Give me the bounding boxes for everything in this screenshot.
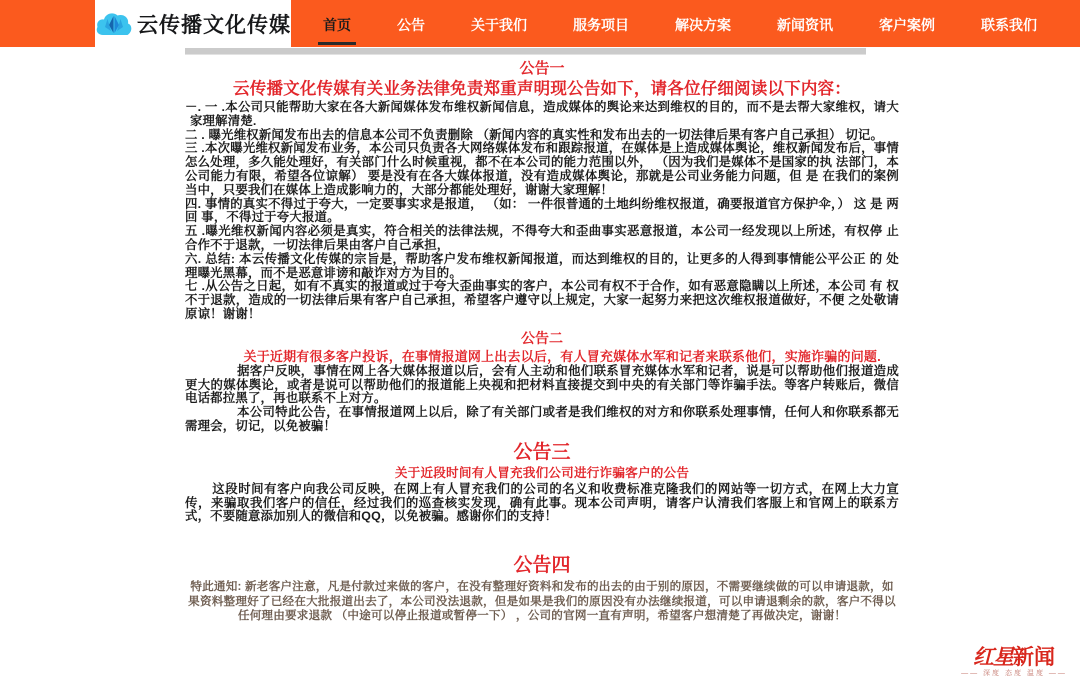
nav-item-7[interactable]: 客户案例 xyxy=(879,16,935,33)
header-bar xyxy=(0,0,1080,47)
announcement-paragraph: 七 .从公告之日起，如有不真实的报道或过于夸大歪曲事实的客户，本公司有权不于合作，如有恶意隐瞒以上所述，本公司 有 权 不于退款，造成的一切法律后果有客户自己承担，希望客户遵守以上规定，大家一起努力来把这次维权报道做好，不便 之处敬请原谅！谢谢！ xyxy=(185,279,899,321)
announcement-title: 公告二 xyxy=(521,329,563,346)
logo-text: 云传播文化传媒 xyxy=(137,14,291,37)
nav-item-8[interactable]: 联系我们 xyxy=(981,16,1037,33)
cloud-logo-icon xyxy=(95,9,133,39)
nav-item-2[interactable]: 公告 xyxy=(397,16,425,33)
nav-item-1[interactable]: 首页 xyxy=(300,1,374,47)
logo[interactable] xyxy=(95,0,291,48)
announcement-title: 公告一 xyxy=(519,60,565,77)
announcement-paragraph: 这段时间有客户向我公司反映，在网上有人冒充我们的公司的名义和收费标准克隆我们的网站等一切方式，在网上大力宣 传，来骗取我们客户的信任，经过我们的巡查核实发现，确有此事。现本公司声明，请客户认清我们客服上和官网上的联系方 式，不要随意添加别人的微信和QQ，以免被骗。感谢你们的支持！ xyxy=(185,481,899,524)
announcement-paragraph: 关于近段时间有人冒充我们公司进行诈骗客户的公告 xyxy=(394,465,690,480)
announcement-paragraph: 本公司特此公告，在事情报道网上以后，除了有关部门或者是我们维权的对方和你联系处理事情，任何人和你联系都无 需理会，切记，以免被骗！ xyxy=(185,405,899,433)
announcement-section-2 xyxy=(185,322,899,434)
announcement-paragraph: 三 .本次曝光维权新闻发布业务，本公司只负责各大网络媒体发布和跟踪报道，在媒体是上造成媒体舆论，维权新闻发布后，事情怎么处理，多久能处理好，有关部门什么时候重视，都不在本公司的能力范围以外， （因为我们是媒体不是国家的执 法部门，本公司能力有限，希望各位谅解） 要是没有在各大媒体报道，没有造成媒体舆论，那就是公司业务能力问题，但 是 在我们的案例当中，只要我们在媒体上造成影响力的，大部分都能处理好，谢谢大家理解！ xyxy=(185,141,899,197)
announcement-paragraph: 据客户反映，事情在网上各大媒体报道以后，会有人主动和他们联系冒充媒体水军和记者，说是可以帮助他们报道造成 更大的媒体舆论，或者是说可以帮助他们的报道能上央视和把材料直接提交到中央的有关部门等诈骗手法。等客户转账后，微信 电话都拉黑了，再也联系不上对方。 xyxy=(185,363,899,406)
announcement-section-1 xyxy=(185,55,899,322)
announcement-paragraph: 五 .曝光维权新闻内容必须是真实，符合相关的法律法规，不得夸大和歪曲事实恶意报道，本公司一经发现以上所述，有权停 止合作不于退款，一切法律后果由客户自己承担， xyxy=(185,224,899,252)
redstar-tagline: —— 深度 态度 温度 —— xyxy=(961,670,1067,677)
announcement-paragraph: 特此通知: 新老客户注意，凡是付款过来做的客户，在没有整理好资料和发布的出去的由于别的原因，不需要继续做的可以申请退款，如果资料整理好了已经在大批报道出去了，本公司没法退款，但是如果是我们的原因没有办法继续报道，可以申请退剩余的款，客户不得以任何理由要求退款 （中途可以停止报道或暂停一下） ，公司的官网一直有声明，希望客户想清楚了再做决定，谢谢！ xyxy=(188,580,896,623)
announcement-paragraph: 关于近期有很多客户投诉，在事情报道网上出去以后，有人冒充媒体水军和记者来联系他们，实施诈骗的问题. xyxy=(243,348,881,364)
announcement-title: 公告四 xyxy=(513,555,571,577)
main-nav xyxy=(300,0,1080,47)
nav-item-6[interactable]: 新闻资讯 xyxy=(777,16,833,33)
announcement-paragraph: 四. 事情的真实不得过于夸大，一定要事实求是报道， （如： 一件很普通的土地纠纷维权报道，确要报道官方保护伞，） 这 是 两回 事，不得过于夸大报道。 xyxy=(185,196,899,225)
content-frame-edge xyxy=(185,48,866,55)
nav-item-4[interactable]: 服务项目 xyxy=(573,16,629,33)
announcement-title: 公告三 xyxy=(513,441,571,463)
announcements xyxy=(185,55,899,624)
announcement-paragraph: 六. 总结: 本云传播文化传媒的宗旨是，帮助客户发布维权新闻报道，而达到维权的目的，让更多的人得到事情能公平公正 的 处理曝光黑幕，而不是恶意诽谤和敲诈对方为目的。 xyxy=(185,251,899,280)
nav-item-5[interactable]: 解决方案 xyxy=(675,16,731,33)
announcement-section-4 xyxy=(185,524,899,624)
announcement-paragraph: 云传播文化传媒有关业务法律免责郑重声明现公告如下，请各位仔细阅读以下内容： xyxy=(233,80,851,98)
redstar-brand-block: 新闻 xyxy=(1013,646,1055,669)
announcement-section-3 xyxy=(185,434,899,524)
redstar-brand-script: 红星 xyxy=(973,646,1013,669)
nav-item-3[interactable]: 关于我们 xyxy=(471,16,527,33)
announcement-paragraph: －. 一 .本公司只能帮助大家在各大新闻媒体发布维权新闻信息，造成媒体的舆论来达到维权的目的，而不是去帮大家维权，请大家理解清楚. xyxy=(185,100,899,128)
redstar-news-logo xyxy=(950,647,1078,669)
announcement-paragraph: 二 . 曝光维权新闻发布出去的信息本公司不负责删除 （新闻内容的真实性和发布出去的一切法律后果有客户自己承担） 切记。 xyxy=(185,127,884,142)
redstar-news-watermark xyxy=(950,647,1078,679)
